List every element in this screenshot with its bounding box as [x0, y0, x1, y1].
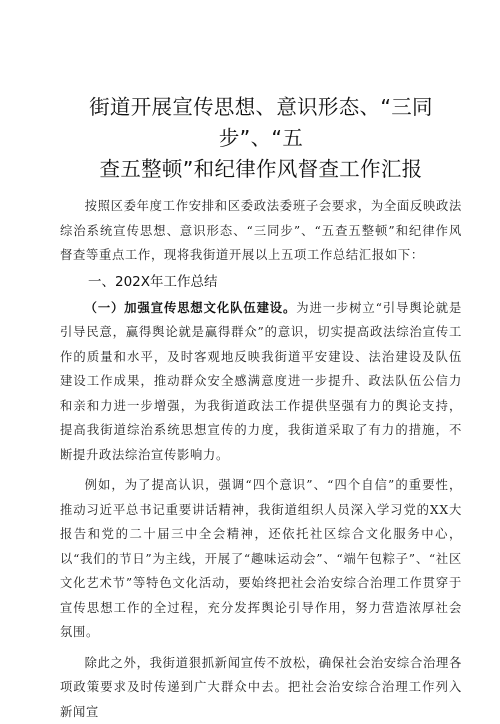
subsection-1-paragraph [60, 296, 462, 468]
subsection-1-text: 为进一步树立“引导舆论就是引导民意，赢得舆论就是赢得群众”的意识，切实提高政法综治宣传工作的质量和水平，及时客观地反映我街道平安建设、法治建设及队伍建设工作成果，推动群众安全感满意度进一步提升、政法队伍公信力和亲和力进一步增强，为我街道政法工作提供坚强有力的舆论支持，提高我街道综治系统思想宣传的力度，我街道采取了有力的措施，不断提升政法综治宣传影响力。 [60, 301, 462, 462]
intro-paragraph: 按照区委年度工作安排和区委政法委班子会要求，为全面反映政法综治系统宣传思想、意识形态、“三同步”、“五查五整顿”和纪律作风督查等重点工作，现将我街道开展以上五项工作总结汇报如下： [60, 194, 462, 268]
paragraph-2: 例如，为了提高认识，强调“四个意识”、“四个自信”的重要性，推动习近平总书记重要讲话精神，我街道组织人员深入学习党的XX大报告和党的二十届三中全会精神，还依托社区综合文化服务中心，以“我们的节日”为主线，开展了“趣味运动会”、“端午包粽子”、“社区文化艺术节”等特色文化活动，要始终把社会治安综合治理工作贯穿于宣传思想工作的全过程，充分发挥舆论引导作用，努力营造浓厚社会氛围。 [60, 473, 462, 645]
document-title [60, 92, 462, 185]
title-line-2: 查五整顿”和纪律作风督查工作汇报 [100, 157, 423, 181]
subsection-heading-1: （一）加强宣传思想文化队伍建设。 [85, 300, 297, 315]
paragraph-3: 除此之外，我街道狠抓新闻宣传不放松，确保社会治安综合治理各项政策要求及时传递到广大群众中去。把社会治安综合治理工作列入新闻宣 [60, 651, 462, 724]
document-body [60, 194, 462, 724]
section-heading-1: 一、202X年工作总结 [60, 268, 462, 296]
title-line-1: 街道开展宣传思想、意识形态、“三同步”、“五 [89, 95, 433, 150]
